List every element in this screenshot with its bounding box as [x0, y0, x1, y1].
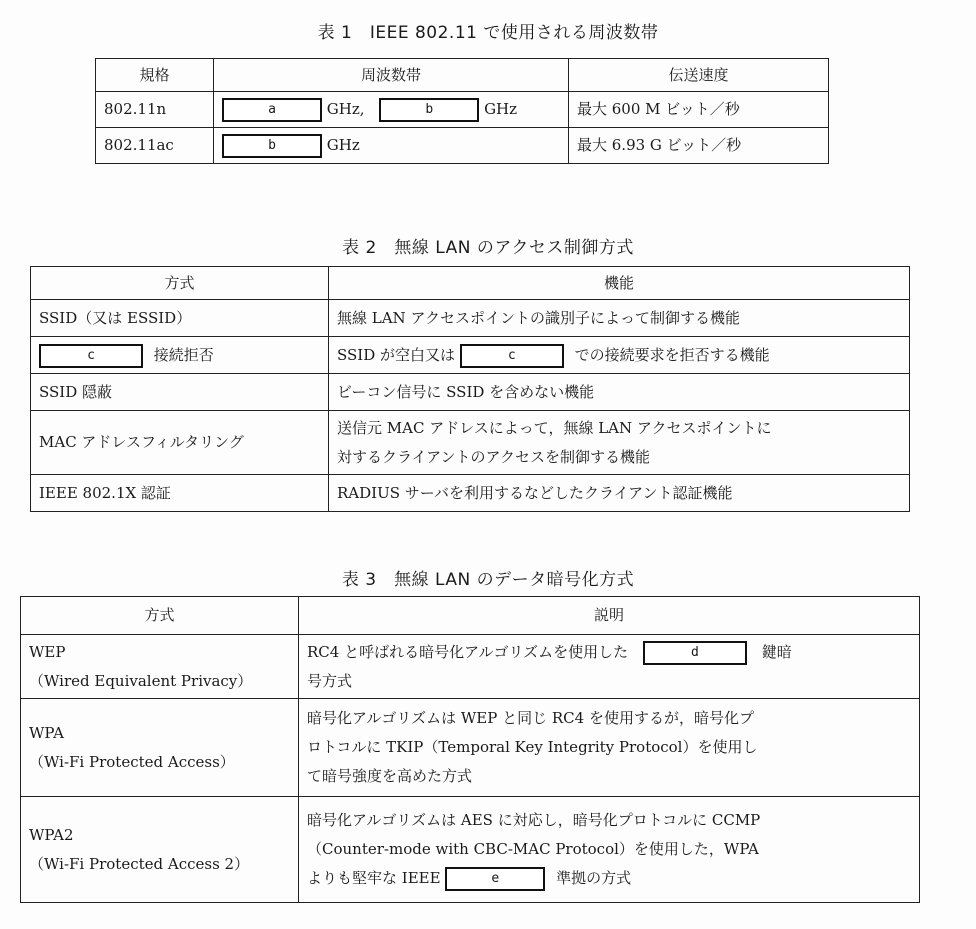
- table-row: [21, 797, 920, 903]
- blank-c[interactable]: c: [460, 344, 564, 368]
- blank-b[interactable]: b: [379, 98, 479, 122]
- header-method: 方式: [31, 267, 329, 300]
- description-line: 暗号化アルゴリズムは WEP と同じ RC4 を使用するが，暗号化プ: [307, 709, 754, 727]
- description-line: [307, 864, 911, 893]
- table3-caption: 表 3 無線 LAN のデータ暗号化方式: [341, 570, 635, 590]
- table1-caption: 表 1 IEEE 802.11 で使用される周波数帯: [317, 23, 659, 43]
- method-cell: [21, 699, 299, 797]
- function-cell: 無線 LAN アクセスポイントの識別子によって制御する機能: [329, 300, 910, 337]
- description-cell: [299, 797, 920, 903]
- function-line: 送信元 MAC アドレスによって，無線 LAN アクセスポイントに: [337, 418, 772, 437]
- blank-e[interactable]: e: [445, 867, 545, 891]
- blank-c[interactable]: c: [39, 344, 143, 368]
- standard-cell: 802.11n: [96, 92, 214, 128]
- method-name: WEP: [29, 642, 66, 661]
- header-function: 機能: [329, 267, 910, 300]
- header-method: 方式: [21, 597, 299, 635]
- function-cell: ビーコン信号に SSID を含めない機能: [329, 374, 910, 411]
- speed-cell: 最大 6.93 G ビット／秒: [569, 128, 829, 164]
- table-row: [31, 411, 910, 475]
- table-row: [21, 635, 920, 699]
- table-row: [31, 374, 910, 411]
- header-frequency: 周波数帯: [214, 59, 569, 92]
- table2-header-row: [31, 267, 910, 300]
- table1: [95, 58, 829, 164]
- description-cell: [299, 699, 920, 797]
- method-cell: [21, 797, 299, 903]
- method-name: WPA: [29, 723, 64, 742]
- table2-caption: 表 2 無線 LAN のアクセス制御方式: [342, 238, 634, 258]
- table2: [30, 266, 910, 512]
- description-text: RC4 と呼ばれる暗号化アルゴリズムを使用した: [307, 642, 629, 661]
- function-line: 対するクライアントのアクセスを制御する機能: [337, 447, 651, 466]
- table-row: [31, 337, 910, 374]
- description-text: 準拠の方式: [556, 869, 632, 887]
- unit-label: GHz: [326, 136, 360, 154]
- method-cell: SSID（又は ESSID）: [31, 300, 329, 337]
- unit-label: GHz: [484, 100, 518, 118]
- description-line: ロトコルに TKIP（Temporal Key Integrity Protocol）を使用し: [307, 738, 758, 756]
- standard-cell: 802.11ac: [96, 128, 214, 164]
- table-row: [31, 300, 910, 337]
- table1-header-row: [96, 59, 829, 92]
- description-line: （Counter-mode with CBC-MAC Protocol）を使用した，WPA: [307, 840, 759, 858]
- description-cell: [299, 635, 920, 699]
- table3-header-row: [21, 597, 920, 635]
- method-fullname: （Wi-Fi Protected Access 2）: [29, 854, 250, 873]
- description-line: 号方式: [307, 671, 353, 690]
- method-fullname: （Wi-Fi Protected Access）: [29, 752, 235, 771]
- blank-b[interactable]: b: [222, 134, 322, 158]
- function-text: SSID が空白又は: [337, 345, 456, 364]
- method-suffix: 接続拒否: [153, 345, 214, 364]
- description-line: て暗号強度を高めた方式: [307, 767, 473, 785]
- method-cell: IEEE 802.1X 認証: [31, 475, 329, 512]
- table-row: [21, 699, 920, 797]
- table3: [20, 596, 920, 903]
- header-description: 説明: [299, 597, 920, 635]
- function-cell: RADIUS サーバを利用するなどしたクライアント認証機能: [329, 475, 910, 512]
- method-fullname: （Wired Equivalent Privacy）: [29, 671, 253, 690]
- frequency-cell: [214, 92, 569, 128]
- function-cell: [329, 411, 910, 475]
- method-cell: MAC アドレスフィルタリング: [31, 411, 329, 475]
- unit-label: GHz,: [326, 100, 365, 118]
- frequency-cell: [214, 128, 569, 164]
- method-cell: SSID 隠蔽: [31, 374, 329, 411]
- function-cell: [329, 337, 910, 374]
- table-row: [96, 92, 829, 128]
- description-line: [307, 638, 911, 667]
- header-standard: 規格: [96, 59, 214, 92]
- method-name: WPA2: [29, 825, 74, 844]
- description-text: よりも堅牢な IEEE: [307, 869, 441, 887]
- description-line: 暗号化アルゴリズムは AES に対応し，暗号化プロトコルに CCMP: [307, 811, 761, 829]
- description-text: 鍵暗: [761, 642, 792, 661]
- method-cell: [21, 635, 299, 699]
- table-row: [96, 128, 829, 164]
- table-row: [31, 475, 910, 512]
- blank-d[interactable]: d: [643, 641, 747, 665]
- blank-a[interactable]: a: [222, 98, 322, 122]
- speed-cell: 最大 600 M ビット／秒: [569, 92, 829, 128]
- method-cell: [31, 337, 329, 374]
- function-text: での接続要求を拒否する機能: [574, 345, 770, 364]
- header-speed: 伝送速度: [569, 59, 829, 92]
